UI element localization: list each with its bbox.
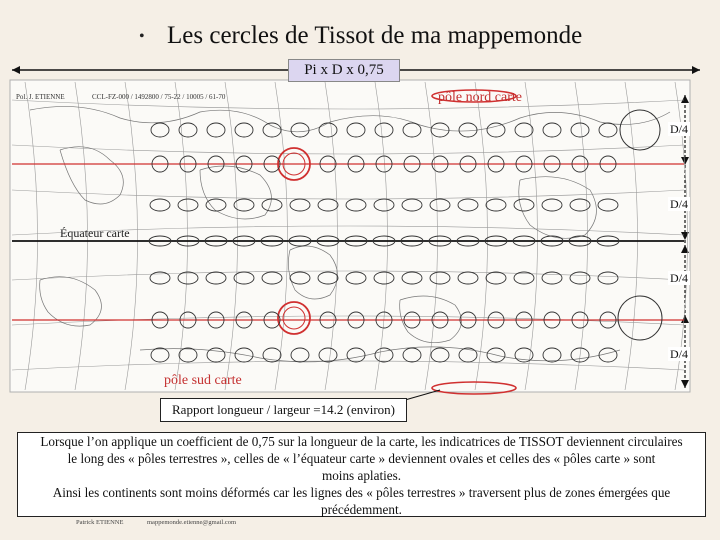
pole-sud-label: pôle sud carte [164, 373, 242, 388]
width-arrow-right [692, 66, 700, 74]
slide-title: Les cercles de Tissot de ma mappemonde [167, 22, 583, 49]
width-arrow-left [12, 66, 20, 74]
footer-author: Patrick ETIENNE [76, 519, 124, 526]
quarter-label-4: D/4 [670, 347, 688, 361]
description-line-2: le long des « pôles terrestres », celles de « l’équateur carte » deviennent ovales et celles des « pôles carte » sont moins aplaties. [67, 451, 656, 483]
quarter-label-1: D/4 [670, 122, 688, 136]
description-box [17, 432, 706, 517]
equator-label: Équateur carte [60, 226, 130, 240]
quarter-label-3: D/4 [670, 271, 688, 285]
ratio-box: Rapport longueur / largeur =14.2 (environ) [160, 398, 407, 422]
quarter-label-2: D/4 [670, 197, 688, 211]
footer-email: mappemonde.etienne@gmail.com [147, 519, 237, 526]
title-bullet: • [139, 28, 145, 45]
width-dimension-label: Pi x D x 0,75 [288, 59, 400, 82]
description-line-1: Lorsque l’on applique un coefficient de 0,75 sur la longueur de la carte, les indicatrices de TISSOT deviennent circulaires [40, 434, 683, 449]
description-line-3: Ainsi les continents sont moins déformés car les lignes des « pôles terrestres » traversent plus de zones émergées que précédemment. [52, 485, 671, 517]
map-header-code: CCL-FZ-000 / 1492800 / 75-22 / 10005 / 61-70 [92, 93, 226, 101]
pole-nord-label: pôle nord carte [438, 90, 522, 105]
map-header-author: Pol. J. ETIENNE [16, 93, 65, 101]
